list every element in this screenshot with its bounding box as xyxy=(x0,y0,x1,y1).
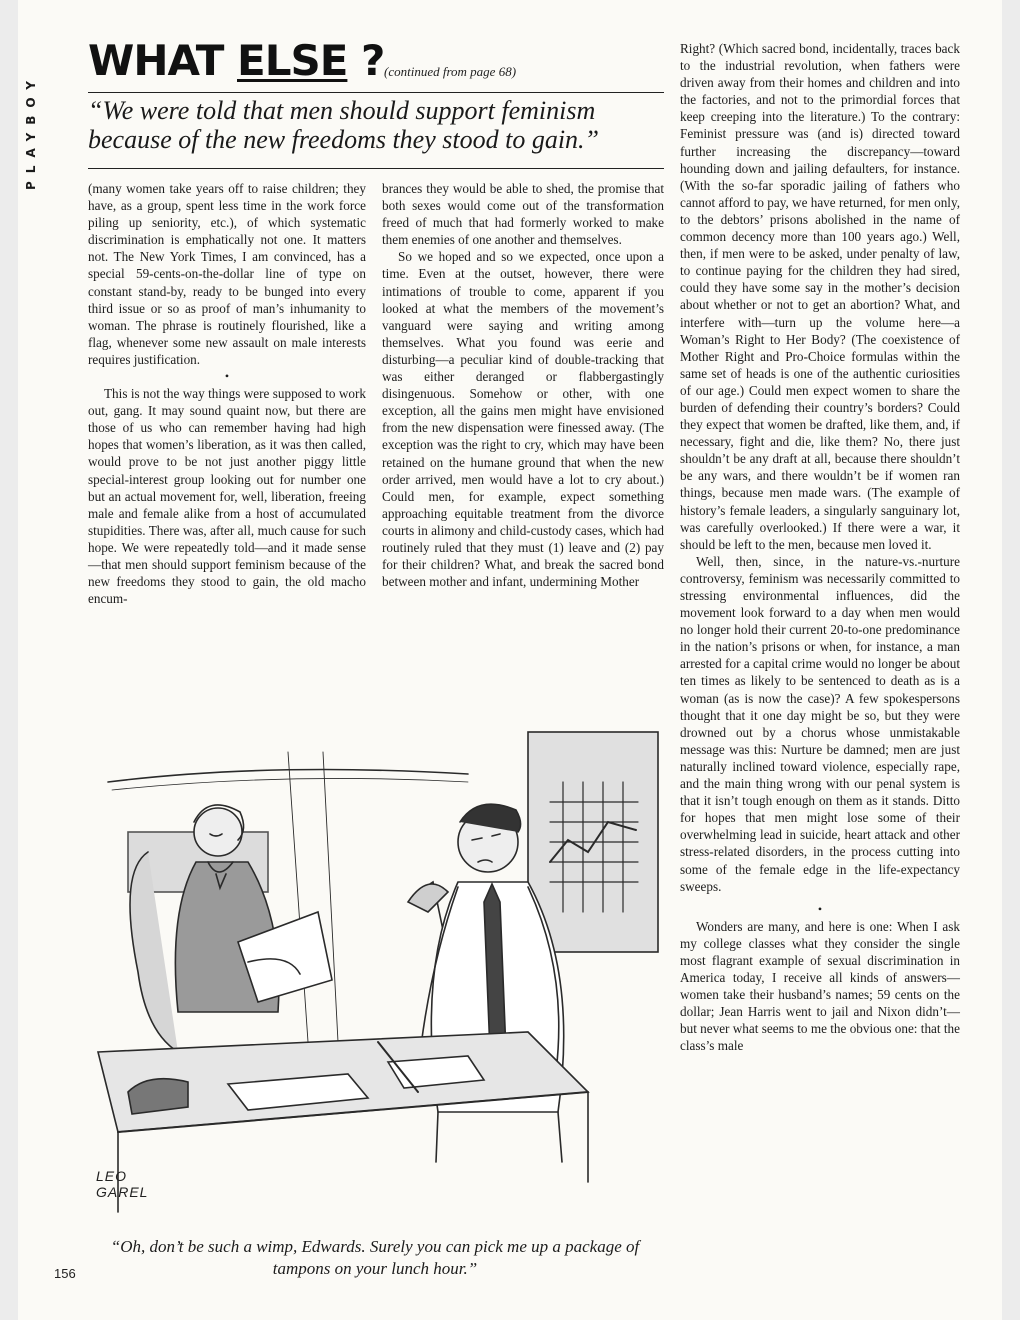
signature-line-1: LEO xyxy=(96,1168,128,1184)
paragraph: (many women take years off to raise children; they have, as a group, spent less time in the work force piling up seniority, etc.), of which systematic discrimination is emphatically not one. It matters not. The New York Times, I am convinced, has a special 59-cents-on-the-dollar line of type on constant stand-by, ready to be bunged into every third issue or so as proof of man’s inhumanity to woman. The phrase is routinely flourished, like a flag, whenever some new assault on male interests requires justification. xyxy=(88,181,366,367)
pull-quote-rule xyxy=(88,168,664,169)
title-part-3: ? xyxy=(347,36,385,85)
paragraph: Right? (Which sacred bond, incidentally, traces back to the industrial revolution, when fathers were driven away from their homes and children and into the factories, and not to the primordial forces that keep creeping into the literature.) To the contrary: Feminist pressure was (and is) directed toward further increasing the discrepancy—toward hounding down and jailing defaulters, for instance. (With the so-far sporadic jailing of fathers who cannot afford to pay, we have returned, for men only, to the debtors’ prisons abolished in the name of common decency more than 100 years ago.) Well, then, if men were to be asked, under penalty of law, to continue paying for the children they had sired, could they have some say in the mother’s decision about whether or not to get an abortion? What, and interfere with—turn up the volume here—a Woman’s Right to Her Body? (The coexistence of Mother Right and Pro-Choice formulas within the same set of heads is one of the authentic curiosities of our age.) Could men expect women to share the burden of defending their country’s borders? Could they expect that women be drafted, like them, and, if necessary, fight and die, like them? No, there just shouldn’t be any draft at all, because there shouldn’t be any wars, and there wouldn’t be if women ran things, because men made wars. (The example of history’s female leaders, a singularly sanguinary lot, was carefully overlooked.) If there were a war, it should be left to the men, because men loved it. xyxy=(680,41,961,552)
signature-line-2: GAREL xyxy=(96,1184,149,1200)
section-bullet: • xyxy=(817,901,823,916)
paragraph: brances they would be able to shed, the promise that both sexes would come out of the transformation freed of much that had formerly worked to make them enemies of one another and themselves. xyxy=(382,181,664,248)
paragraph: Well, then, since, in the nature-vs.-nurture controversy, feminism was necessarily committed to stressing environmental influences, did the movement look forward to a day when men would no longer hold their current 20-to-one predominance in the nation’s prisons or when, for instance, a man arrested for a capital crime would no longer be about ten times as likely to be sentenced to death as is a woman (as is now the case)? A few spokespersons thought that it one day might be so, but they were drowned out by a chorus whose unmistakable message was this: Nurture be damned; men are just naturally inclined toward violence, especially rape, and the main thing wrong with our penal system is that it isn’t tough enough on them as it stands. Ditto for hopes that men might lose some of their overwhelming lead in suicide, heart attack and other stress-related disorders, in the process cutting into some of the female edge in the life-expectancy sweeps. xyxy=(680,553,960,894)
text-column-1 xyxy=(88,180,366,607)
article-title xyxy=(88,36,384,85)
magazine-name-vertical xyxy=(24,40,46,200)
text-column-2 xyxy=(382,180,664,590)
pull-quote: “We were told that men should support feminism because of the new freedoms they stood to gain.” xyxy=(88,96,600,154)
title-part-1: WHAT xyxy=(88,36,237,85)
article-header xyxy=(88,30,664,93)
section-bullet: • xyxy=(224,369,230,384)
title-part-2: ELSE xyxy=(237,36,348,85)
cartoon-illustration xyxy=(88,712,664,1232)
cartoon-caption: “Oh, don’t be such a wimp, Edwards. Surely you can pick me up a package of tampons on your lunch hour.” xyxy=(110,1237,640,1278)
paragraph: Wonders are many, and here is one: When I ask my college classes what they consider the single most flagrant example of sexual discrimination in America today, I receive all kinds of answers—women take their husband’s names; 59 cents on the dollar; Jean Harris went to jail and Nixon didn’t—but never what seems to me the obvious one: that the class’s male xyxy=(680,918,960,1054)
paragraph: So we hoped and so we expected, once upon a time. Even at the outset, however, there were intimations of trouble to come, apparent if you looked at what the members of the movement’s vanguard were saying and writing among themselves. What you found was eerie and disturbing—a peculiar kind of double-tracking that was either deranged or flabbergastingly disingenuous. Somehow or other, with one exception, all the gains men might have envisioned from the new dispensation were finessed away. (The exception was the right to cry, which may have been retained on the humane ground that when the new order arrived, men would have a lot to cry about.) Could men, for example, expect something approaching equitable treatment from the divorce courts in alimony and child-custody cases, which had routinely ruled that they must (1) leave and (2) pay for their children? What, and break the sacred bond between mother and infant, undermining Mother xyxy=(382,249,664,590)
artist-signature xyxy=(96,1168,148,1200)
text-column-3 xyxy=(680,40,960,1054)
continued-note: (continued from page 68) xyxy=(384,64,517,79)
paragraph: This is not the way things were supposed to work out, gang. It may sound quaint now, but there are those of us who can remember having had high hopes that women’s liberation, as it was then called, would prove to be not just another piggy little special-interest group looking out for number one but an actual movement for, well, liberation, freeing male and female alike from a host of accumulated stupidities. There was, after all, much cause for such hope. We were repeatedly told—and it made sense—that men should support feminism because of the new freedoms they stood to gain, the old macho encum- xyxy=(88,386,366,607)
magazine-name: PLAYBOY xyxy=(24,73,38,190)
page-number: 156 xyxy=(54,1266,76,1281)
